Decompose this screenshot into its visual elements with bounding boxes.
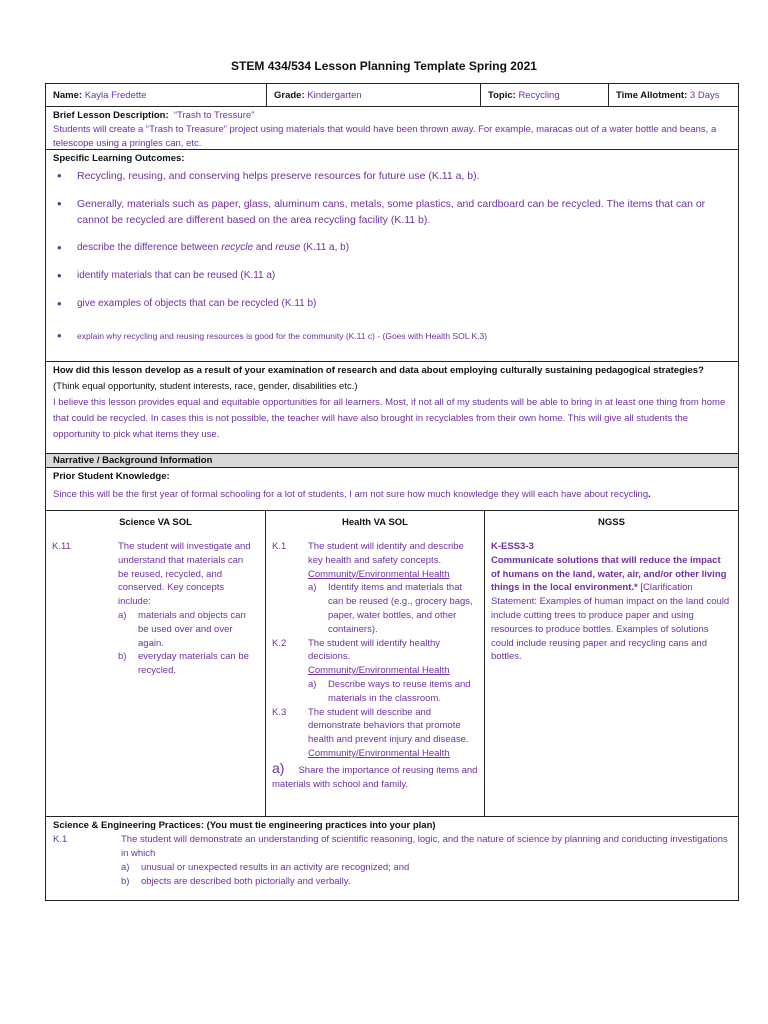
culture-question: How did this lesson develop as a result of your examination of research and data about employing culturally sustaining pedagogical strategies? — [53, 365, 704, 376]
outcome-item: • give examples of objects that can be recycled (K.11 b) — [53, 296, 731, 312]
science-sub-b — [118, 650, 254, 678]
grade-cell — [267, 84, 481, 106]
sub-text: Identify items and materials that can be reused (e.g., grocery bags, paper, water bottles, and other containers). — [328, 582, 473, 635]
sub-text: objects are described both pictorially and verbally. — [141, 876, 351, 887]
practices-sub-a — [121, 861, 731, 875]
ngss-text: [Clarification Statement: Examples of human impact on the land could include cutting trees to produce paper and using resources to produce bottles. Examples of solutions could include reusing paper and recycling cans and bottles. — [491, 582, 730, 663]
outcome-item: • identify materials that can be reused (K.11 a) — [53, 268, 731, 284]
health-k2-code: K.2 — [272, 637, 287, 649]
sub-letter: a) — [118, 609, 127, 621]
health-k3-entry — [272, 706, 478, 761]
science-sol-heading: Science VA SOL — [119, 517, 192, 528]
health-sol-column — [266, 511, 485, 816]
brief-title: “Trash to Tressure” — [173, 110, 255, 121]
name-label: Name: — [53, 89, 83, 101]
ngss-heading: NGSS — [598, 517, 625, 528]
prior-label: Prior Student Knowledge: — [53, 471, 170, 482]
health-sol-heading: Health VA SOL — [342, 517, 408, 528]
time-value: 3 Days — [689, 89, 720, 101]
health-k2-entry — [272, 637, 478, 706]
outcome-item: • explain why recycling and reusing resources is good for the community (K.11 c) - (Goes with Health SOL K.3) — [53, 328, 731, 344]
ngss-code: K-ESS3-3 — [491, 541, 534, 552]
sub-letter: b) — [121, 876, 130, 887]
health-k1-text: The student will identify and describe key health and safety concepts. — [308, 541, 464, 566]
practices-entry — [53, 833, 731, 889]
outcome-text: and — [255, 242, 273, 253]
health-k1-sub-a — [308, 581, 476, 636]
outcome-item: • Recycling, reusing, and conserving helps preserve resources for future use (K.11 a, b). — [53, 168, 731, 184]
name-cell — [46, 84, 267, 106]
health-k3-text: The student will describe and demonstrate behaviors that promote health and prevent injury and disease. — [308, 706, 469, 746]
sub-letter: a) — [272, 759, 285, 776]
practices-sub-b — [121, 875, 731, 889]
header-row — [46, 84, 738, 107]
health-k2-text: The student will identify healthy decisions. — [308, 637, 441, 663]
ngss-column — [485, 511, 738, 816]
outcome-item: • Generally, materials such as paper, glass, aluminum cans, metals, some plastics, and cardboard can be recycled. The items that can or cannot be recycled are different based on the area recycling facility (K.11 b). — [53, 196, 731, 228]
time-cell — [609, 84, 738, 106]
science-sub-a — [118, 609, 254, 650]
sub-letter: a) — [308, 582, 317, 594]
standards-table — [46, 511, 738, 817]
health-k1-code: K.1 — [272, 541, 287, 552]
sub-letter: b) — [118, 651, 127, 663]
brief-text: Students will create a “Trash to Treasure” project using materials that would have been thrown away. For example, maracas out of a water bottle and beans, a telescope using a pringles can, etc. — [53, 124, 717, 149]
prior-period: . — [648, 489, 651, 500]
practices-code: K.1 — [53, 834, 68, 845]
sub-text: Share the importance of reusing items and materials with school and family. — [272, 764, 478, 790]
sub-letter: a) — [308, 678, 317, 690]
science-text: The student will investigate and understand that materials can be reused, recycled, and conserved. Key concepts include: — [118, 541, 251, 608]
outcomes-label: Specific Learning Outcomes: — [53, 153, 185, 164]
prior-text: Since this will be the first year of formal schooling for a lot of students, I am not sure how much knowledge they will each have about recycling — [53, 489, 649, 500]
grade-value: Kindergarten — [307, 89, 362, 101]
outcome-text: describe the difference between — [77, 242, 219, 253]
science-code: K.11 — [52, 541, 71, 552]
health-k1-subheading: Community/Environmental Health — [308, 568, 450, 580]
outcome-emphasis: reuse — [275, 242, 301, 253]
health-k3-code: K.3 — [272, 706, 287, 718]
practices-row — [46, 817, 738, 900]
culture-hint: (Think equal opportunity, student interests, race, gender, disabilities etc.) — [53, 381, 358, 392]
culture-answer: I believe this lesson provides equal and equitable opportunities for all learners. Most, if not all of my students will be able to bring in at least one thing from home that could be recycled. In cases this is not possible, the teacher will have also brought in recyclables from their own home. This will give all students the opportunity to pick what items they use. — [53, 397, 726, 440]
topic-label: Topic: — [488, 89, 516, 101]
learning-outcomes-row — [46, 150, 738, 362]
health-k1-entry — [272, 540, 478, 637]
practices-label: Science & Engineering Practices: (You must tie engineering practices into your plan) — [53, 820, 436, 831]
sub-text: unusual or unexpected results in an activity are recognized; and — [141, 862, 410, 873]
ngss-title: Communicate solutions that will reduce the impact of humans on the land, water, air, and/or other living things in the local environment.* — [491, 554, 727, 594]
health-k3-sub-a — [272, 759, 478, 792]
time-label: Time Allotment: — [616, 89, 688, 101]
lesson-plan-table — [45, 83, 739, 901]
topic-value: Recycling — [518, 89, 560, 101]
prior-knowledge-row — [46, 468, 738, 511]
science-sol-column — [46, 511, 266, 816]
culture-row — [46, 362, 738, 454]
topic-cell — [481, 84, 609, 106]
outcome-text: (K.11 a, b) — [303, 242, 350, 253]
health-k2-subheading: Community/Environmental Health — [308, 665, 450, 677]
sub-text: everyday materials can be recycled. — [138, 651, 249, 677]
health-k2-sub-a — [308, 678, 476, 706]
outcome-item — [53, 240, 731, 256]
practices-text: The student will demonstrate an understanding of scientific reasoning, logic, and the nature of science by planning and conducting investigations in which — [121, 834, 728, 859]
brief-label: Brief Lesson Description: — [53, 110, 169, 121]
sub-text: materials and objects can be used over and over again. — [138, 609, 246, 649]
grade-label: Grade: — [274, 89, 305, 101]
narrative-heading: Narrative / Background Information — [46, 454, 738, 468]
sub-letter: a) — [121, 862, 130, 873]
document-title: STEM 434/534 Lesson Planning Template Spring 2021 — [231, 59, 537, 73]
brief-description-row — [46, 107, 738, 150]
science-entry — [52, 540, 259, 678]
name-value: Kayla Fredette — [84, 89, 147, 101]
health-k3-subheading: Community/Environmental Health — [308, 747, 450, 759]
outcome-emphasis: recycle — [221, 242, 254, 253]
sub-text: Describe ways to reuse items and materials in the classroom. — [328, 678, 471, 704]
